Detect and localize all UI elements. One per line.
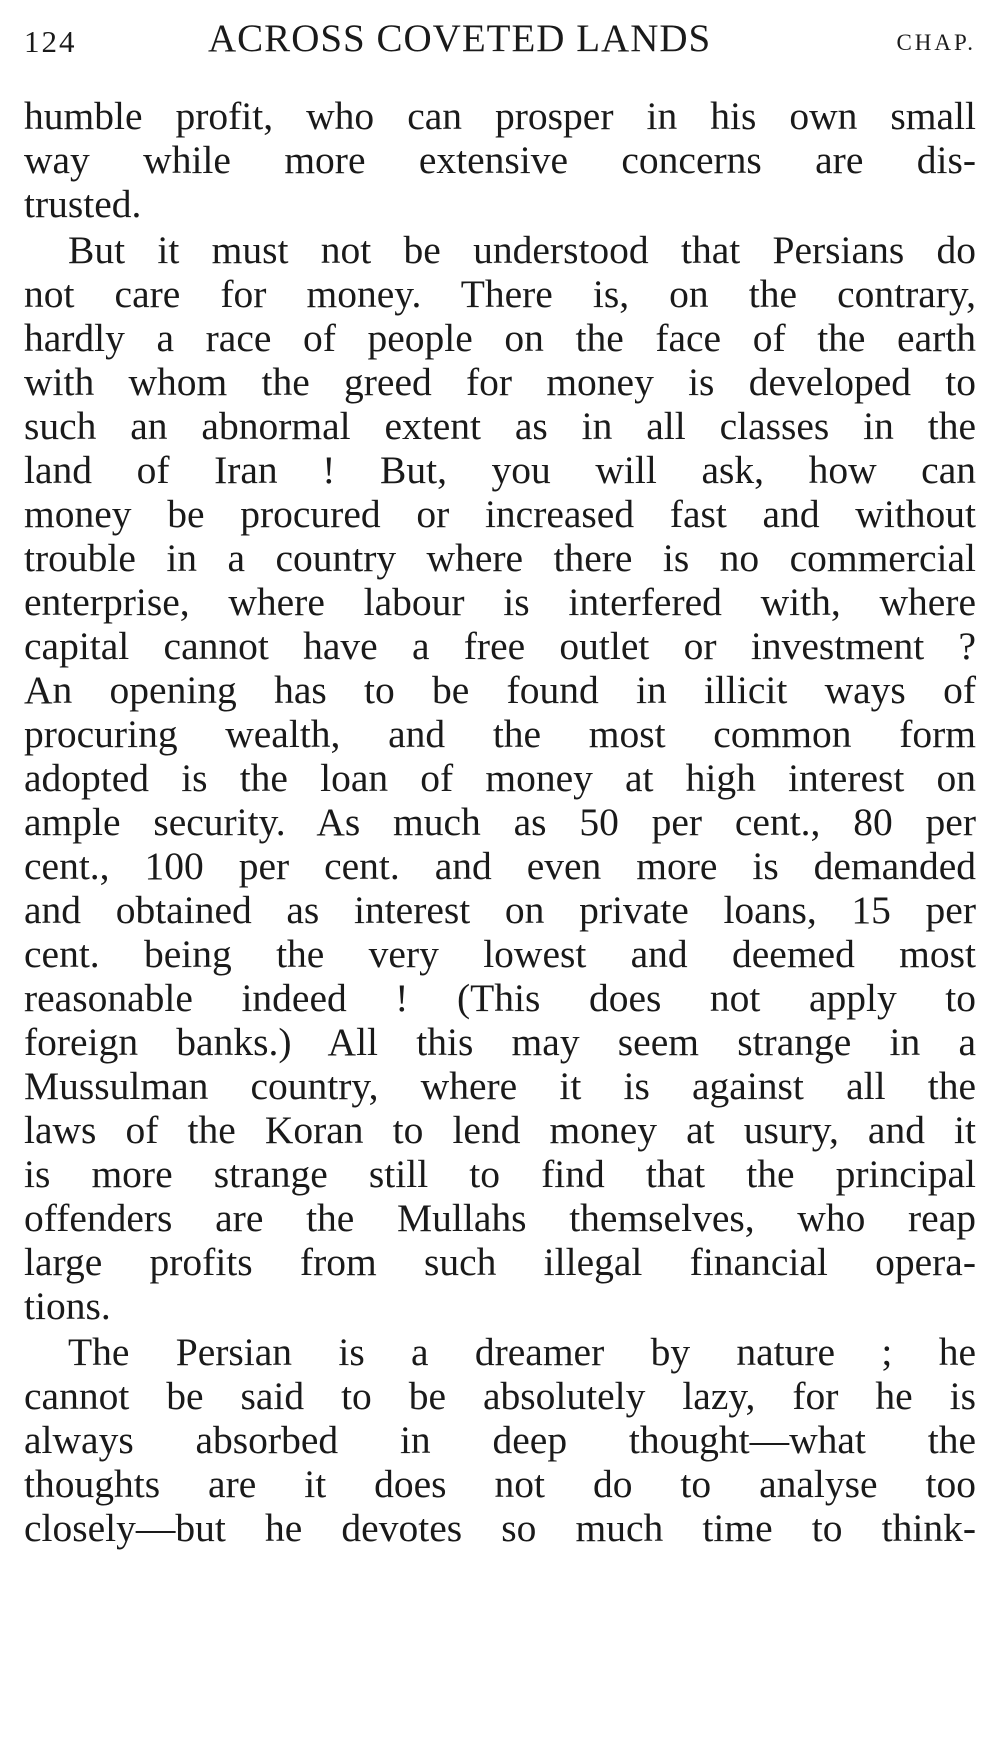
text-line: ample security. As much as 50 per cent., 80 per [24,800,976,844]
running-head [24,16,976,64]
text-line: cannot be said to be absolutely lazy, for he is [24,1374,976,1418]
text-line: offenders are the Mullahs themselves, who reap [24,1196,976,1240]
text-line: land of Iran ! But, you will ask, how can [24,448,976,492]
text-line: closely—but he devotes so much time to think- [24,1506,976,1550]
text-line: capital cannot have a free outlet or investment ? [24,624,976,668]
text-line: hardly a race of people on the face of the earth [24,316,976,360]
text-line: laws of the Koran to lend money at usury, and it [24,1108,976,1152]
text-line: trouble in a country where there is no commercial [24,536,976,580]
text-line: But it must not be understood that Persians do [68,228,976,272]
text-line: enterprise, where labour is interfered with, where [24,580,976,624]
paragraph [24,94,976,226]
text-line: with whom the greed for money is developed to [24,360,976,404]
body-text [24,94,976,1550]
text-line: The Persian is a dreamer by nature ; he [68,1330,976,1374]
text-line: procuring wealth, and the most common form [24,712,976,756]
text-line: such an abnormal extent as in all classes in the [24,404,976,448]
text-line: cent. being the very lowest and deemed most [24,932,976,976]
chapter-label: CHAP. [896,30,976,55]
text-line: always absorbed in deep thought—what the [24,1418,976,1462]
text-line: is more strange still to find that the principal [24,1152,976,1196]
text-line: tions. [24,1284,111,1328]
text-line: adopted is the loan of money at high interest on [24,756,976,800]
text-line: large profits from such illegal financial opera- [24,1240,976,1284]
paragraph [24,228,976,1328]
text-line: cent., 100 per cent. and even more is demanded [24,844,976,888]
text-line: trusted. [24,182,142,226]
text-line: An opening has to be found in illicit ways of [24,668,976,712]
text-line: money be procured or increased fast and without [24,492,976,536]
text-line: thoughts are it does not do to analyse too [24,1462,976,1506]
text-line: way while more extensive concerns are dis- [24,138,976,182]
text-line: Mussulman country, where it is against all the [24,1064,976,1108]
page-number: 124 [24,24,77,59]
text-line: not care for money. There is, on the contrary, [24,272,976,316]
text-line: reasonable indeed ! (This does not apply to [24,976,976,1020]
text-line: humble profit, who can prosper in his own small [24,94,976,138]
paragraph [24,1330,976,1550]
text-line: foreign banks.) All this may seem strange in a [24,1020,976,1064]
text-line: and obtained as interest on private loans, 15 per [24,888,976,932]
running-title: ACROSS COVETED LANDS [208,17,712,60]
